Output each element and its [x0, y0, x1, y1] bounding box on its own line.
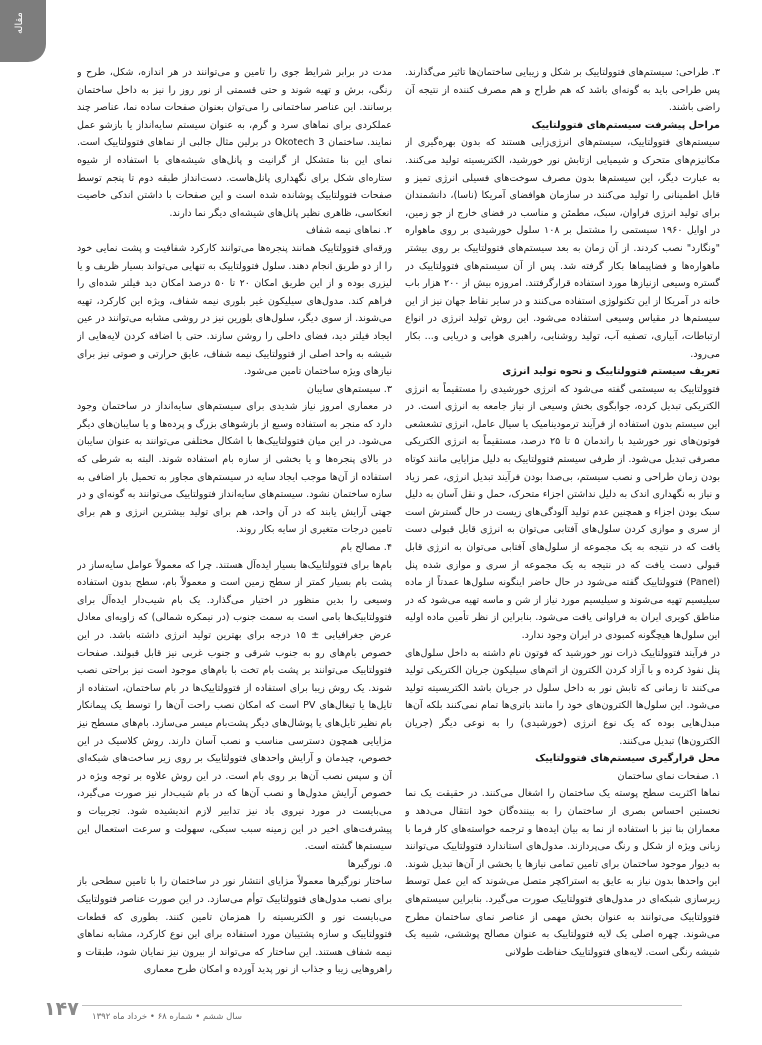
paragraph: ساختار نورگیرها معمولاً مزایای انتشار نور در ساختمان را با تامین سطحی باز برای نصب مدول‌های فتوولتاییک توأم می‌سازد. در این صورت عناصر فتوولتاییک می‌بایست نور و الکتریسیته را همزمان تامین کنند. بطوری که قطعات فتوولتاییک و سازه پشتیبان مورد استفاده برای این نوع کارکرد، مشابه نماهای نیمه شفاف هستند. این ساختار که می‌تواند از بیرون نیز نمایان شود، طبقات و راهروهایی زیبا و جذاب از نور پدید آورده و امکان طرح معماری	[77, 876, 392, 976]
article-column-right	[405, 64, 720, 980]
subsection-label: ۱. صفحات نمای ساختمان	[617, 770, 720, 782]
subsection-label: ۵. نورگیرها	[347, 858, 392, 870]
section-heading: محل قرارگیری سیستم‌های فتوولتاییک	[535, 753, 720, 765]
section-tab	[0, 0, 46, 62]
paragraph: بام‌ها برای فتوولتاییک‌ها بسیار ایده‌آل هستند. چرا که معمولاً عوامل سایه‌ساز در پشت بام بسیار کمتر از سطح زمین است و معمولاً بام، سطح بدون استفاده وسیعی را بدین منظور در اختیار می‌گذارد. یک بام شیب‌دار ایده‌آل برای فتوولتاییک‌ها بامی است به سمت جنوب (در نیمکره شمالی) که زاویه‌ای معادل عرض جغرافیایی ± ۱۵ درجه برای بهترین تولید انرژی داشته باشد. در این خصوص بام‌های رو به جنوب شرقی و جنوب غربی نیز قابل قبولند. صفحات فتوولتاییک می‌توانند بر پشت بام تخت با بام‌های موجود است نیز براحتی نصب شوند. یک روش زیبا برای استفاده از فتوولتاییک‌ها در بام ساختمان، استفاده از تایل‌ها یا تیغال‌های PV است که امکان نصب راحت آن‌ها را توسط یک پیمانکار بام نظیر تایل‌های یا پوشال‌های دیگر پشت‌بام میسر می‌سازد. بام‌های مسطح نیز مزایایی همچون دسترسی مناسب و نصب آسان دارند. روش کلاسیک در این خصوص، چیدمان و آرایش واحدهای فتوولتاییک بر روی زیر ساخت‌های شبکه‌ای آن و سپس نصب آن‌ها بر روی بام است. در این روش علاوه بر توجه ویژه در خصوص آرایش مدول‌ها و نصب آن‌ها که در بام شیب‌دار نیز صورت می‌گیرد، می‌بایست در مورد نیروی باد نیز تدابیر لازم اندیشیده شود. تجربیات و پیشرفت‌های اخیر در این زمینه سبب سبکی، سهولت و سرعت استعمال این سیستم‌ها گشته است.	[77, 559, 392, 853]
page-number: ۱۴۷	[44, 998, 79, 1020]
paragraph: ۳. طراحی: سیستم‌های فتوولتاییک بر شکل و زیبایی ساختمان‌ها تاثیر می‌گذارند. پس طراحی باید به گونه‌ای باشد که هم طراح و هم مصرف کننده از نتیجه آن راضی باشند.	[405, 67, 720, 114]
paragraph: فتوولتاییک به سیستمی گفته می‌شود که انرژی خورشیدی را مستقیماً به انرژی الکتریکی تبدیل کرده، جوابگوی بخش وسیعی از نیاز جامعه به انرژی است. در این سیستم بدون استفاده از فرآیند ترمودینامیک یا سیال عامل، انرژی تشعشعی فوتون‌های نور خورشید با راندمان ۵ تا ۲۵ درصد، مستقیماً به انرژی الکتریکی مصرفی تبدیل می‌شود. از طرفی سیستم فتوولتاییک به دلیل مزایایی مانند کوتاه بودن زمان طراحی و نصب سیستم، بی‌صدا بودن فرآیند تبدیل انرژی، عمر زیاد و نیاز به نگهداری اندک به دلیل نداشتن اجزاء متحرک، حمل و نقل آسان به دلیل سبک بودن اجزاء و همچنین عدم تولید آلودگی‌های زیست در حال گسترش است از سری و موازی کردن سلول‌های آفتابی می‌توان به انرژی قابل قبولی دست یافت که در نتیجه به یک مجموعه از سلول‌های آفتابی می‌توان به انرژی قابل قبولی دست یافت که در نتیجه به یک مجموعه از سری و موازی شده پنل (Panel) فتوولتاییک گفته می‌شود در حال حاضر اینگونه سلول‌ها عمدتاً از ماده سیلیسیم تهیه می‌شوند و سیلیسیم مورد نیاز از شن و ماسه تهیه می‌شود که در مناطق کویری ایران به فراوانی یافت می‌شود. بنابراین از نظر تأمین ماده اولیه این سلول‌ها هیچگونه کمبودی در ایران وجود ندارد.	[405, 383, 720, 641]
section-heading: مراحل پیشرفت سیستم‌های فتوولتاییک	[531, 119, 720, 131]
subsection-label: ۳. سیستم‌های سایبان	[306, 383, 392, 395]
section-tab-label: مقاله	[14, 12, 25, 34]
paragraph: سیستم‌های فتوولتاییک، سیستم‌های انرژی‌زایی هستند که بدون بهره‌گیری از مکانیزم‌های متحرک و شیمیایی ازتابش نور خورشید، الکتریسیته تولید می‌کنند. به عبارت دیگر، این سیستم‌ها بدون مصرف سوخت‌های فسیلی انرژی تمیز و قابل اطمینانی را تولید می‌کنند در سازمان هوافضای آمریکا (ناسا)، دانشمندان برای تولید انرژی فراوان، سبک، مطمئن و مناسب در فضای خارج از جو زمین، در اوایل ۱۹۶۰ سیستمی را مشتمل بر ۱۰۸ سلول خورشیدی بر روی ماهواره "ونگارد" نصب کردند. از آن زمان به بعد سیستم‌های فتوولتاییک بر روی بیشتر ماهواره‌ها و فضاپیماها بکار گرفته شد. پس از آن سیستم‌های فتوولتاییک در گستره وسیعی ازنیازها مورد استفاده قرارگرفتند. امروزه بیش از ۲۰۰ هزار باب خانه در آمریکا از این تکنولوژی استفاده می‌کنند و در سایر نقاط جهان نیز از این سیستم‌ها در مقیاس وسیعی استفاده می‌شود. این روش تولید انرژی در انواع ارتباطات، آبیاری، تصفیه آب، تولید روشنایی، راهبری هوایی و دریایی و... بکار می‌رود.	[405, 137, 720, 360]
section-heading: تعریف سیستم فتوولتاییک و نحوه تولید انرژی	[502, 366, 720, 378]
footer-divider	[82, 1005, 682, 1006]
subsection-label: ۴. مصالح بام	[340, 542, 392, 554]
paragraph: نماها اکثریت سطح پوسته یک ساختمان را اشغال می‌کنند. در حقیقت یک نما نخستین احساس بصری از ساختمان را به بیننده‌گان خود انتقال می‌دهد و معماران بنا نیز با استفاده از نما به بیان ایده‌ها و ترجمه خواسته‌های کار فرما با زبانی ویژه از شکل و رنگ می‌پردازند. مدول‌های استاندارد فتوولتاییک می‌توانند به دیوار موجود ساختمان برای تامین تمامی نیازها یا بخشی از آن‌ها تبدیل شوند. این واحدها بدون نیاز به عایق به استراکچر متصل می‌شوند که این عمل توسط زیرسازی شبکه‌ای در مدول‌های فتوولتاییک صورت می‌گیرد. بنابراین سیستم‌های فتوولتاییک می‌توانند به عنوان بخش مهمی از عناصر نمای ساختمان مطرح می‌شوند. چهره اصلی یک لایه فتوولتاییک به عنوان مصالح پوششی، شبیه یک شیشه رنگی است. لایه‌های فتوولتاییک حفاظت طولانی	[405, 788, 720, 958]
subsection-label: ۲. نماهای نیمه شفاف	[305, 225, 392, 237]
article-column-left	[77, 64, 392, 980]
paragraph: در فرآیند فتوولتاییک ذرات نور خورشید که فوتون نام داشته به داخل سلول‌های پنل نفوذ کرده و با آزاد کردن الکترون از اتم‌های سیلیکون جریان الکتریکی تولید می‌کنند تا زمانی که تابش نور به داخل سلول در جریان باشد الکتریسیته تولید می‌شود. این سلول‌ها الکترون‌های خود را مانند باتری‌ها تمام نمی‌کنند بلکه آن‌ها مبدل‌هایی بوده که یک نوع انرژی (خورشیدی) را به نوعی دیگر (جریان الکترون‌ها) تبدیل می‌کنند.	[405, 647, 720, 747]
paragraph: ورقه‌ای فتوولتاییک همانند پنجره‌ها می‌توانند کارکرد شفافیت و پشت نمایی خود را از دو طریق انجام دهند. سلول فتوولتاییک به تنهایی می‌تواند بسیار ظریف و یا لیزری بوده و از این طریق امکان ۲۰ تا ۵۰ درصد امکان دید فیلتر شده‌ای را فراهم کند. مدول‌های سیلیکون غیر بلوری نیمه شفاف، ویژه این کارکرد، تهیه می‌شوند. از سوی دیگر، سلول‌های بلورین نیز در روشی مشابه می‌توانند در عین ایجاد فیلتر دید، فضای داخلی را روشن سازند. حتی با اضافه کردن لایه‌هایی از شیشه به واحد اصلی از فتوولتاییک نیمه شفاف، عایق حرارتی و صوتی نیز برای نیازهای ویژه ساختمان تامین می‌شود.	[77, 242, 392, 378]
issue-info: سال ششم • شماره ۶۸ • خرداد ماه ۱۳۹۲	[92, 1012, 242, 1022]
paragraph: مدت در برابر شرایط جوی را تامین و می‌توانند در هر اندازه، شکل، طرح و رنگی، برش و تهیه شوند و حتی قسمتی از نور روز را نیز به داخل ساختمان برسانند. این عناصر ساختمانی را می‌توان بعنوان صفحات ساده نما، عناصر چند عملکردی برای نماهای سرد و گرم، به عنوان سیستم سایه‌انداز یا بازشو عمل نمایند. ساختمان Okotech 3 در برلین مثال جالبی از نماهای فتوولتاییک است. نمای این بنا متشکل از گرانیت و پانل‌های شیشه‌های با استفاده از شیوه ستاره‌ای شکل برای نگهداری پانل‌هاست. دست‌انداز طبقه دوم تا پنجم توسط صفحات فتوولتاییک پوشانده شده است و این صفحات با داشتن اندکی خاصیت انعکاسی، ظاهری نظیر پانل‌های شیشه‌ای دیگر نما دارند.	[77, 67, 392, 219]
paragraph: در معماری امروز نیاز شدیدی برای سیستم‌های سایه‌انداز در ساختمان وجود دارد که منجر به استفاده وسیع از بازشوهای بزرگ و پرده‌ها و یا سایبان‌های دیگر می‌شود. در این میان فتوولتاییک‌ها با اشکال مختلفی می‌توانند به عنوان سایبان در بالای پنجره‌ها و یا بخشی از سازه بام استفاده شوند. البته به شرطی که استفاده از آن‌ها موجب ایجاد سایه در سیستم‌های مجاور به تحمیل بار اضافی به سازه ساختمان نشود. سیستم‌های سایه‌انداز فتوولتاییک می‌توانند به گونه‌ای و در جهتی آرایش یابند که در آن واحد، هم برای تولید بیشترین انرژی و هم برای تامین درجات متغیری از سایه بکار روند.	[77, 401, 392, 536]
